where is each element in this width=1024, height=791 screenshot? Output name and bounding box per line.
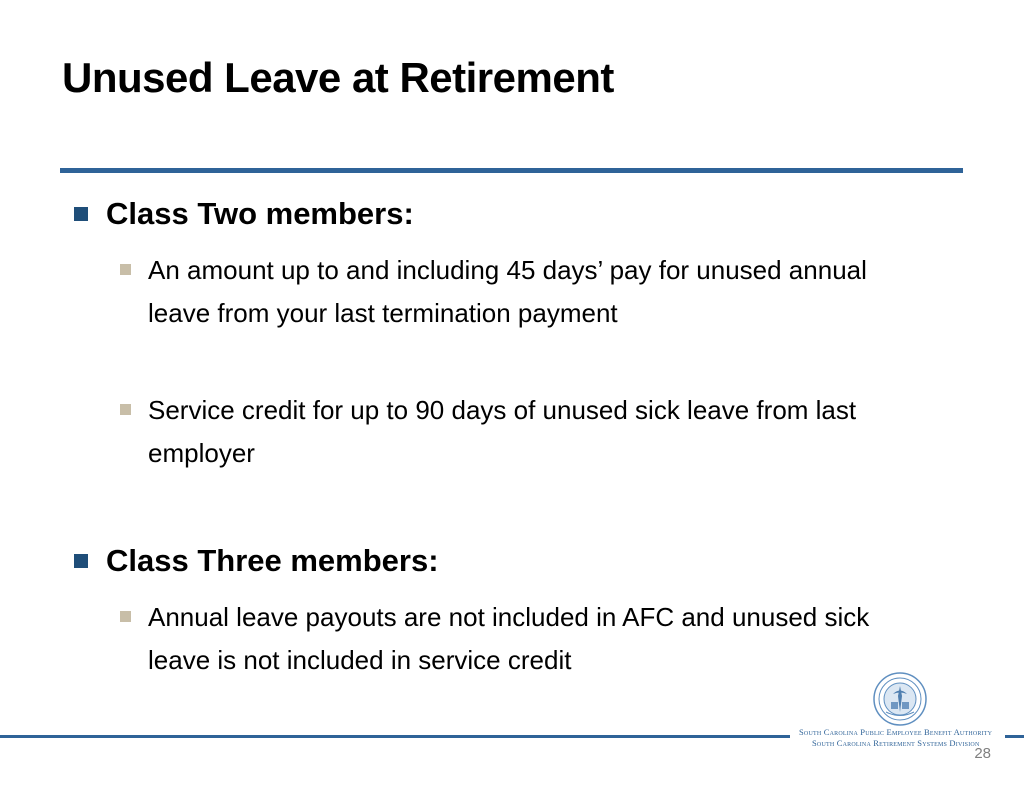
- list-item-text: Service credit for up to 90 days of unused sick leave from last employer: [148, 395, 857, 468]
- square-bullet-icon: [120, 264, 131, 275]
- footer-divider: [0, 735, 790, 738]
- page-number: 28: [974, 745, 991, 762]
- square-bullet-icon: [74, 554, 88, 568]
- footer-org-name: South Carolina Public Employee Benefit Authority: [799, 727, 993, 737]
- list-item: [120, 389, 910, 475]
- list-item: [120, 249, 910, 335]
- state-seal-icon: [873, 672, 927, 726]
- section-heading-text: Class Three members:: [106, 543, 439, 578]
- footer-divider: [1005, 735, 1024, 738]
- square-bullet-icon: [120, 611, 131, 622]
- list-item-text: An amount up to and including 45 days’ pay for unused annual leave from your last termination payment: [148, 255, 867, 328]
- footer-org-division: South Carolina Retirement Systems Division: [812, 738, 980, 748]
- list-item: [120, 596, 910, 682]
- slide-title: Unused Leave at Retirement: [62, 54, 614, 101]
- square-bullet-icon: [74, 207, 88, 221]
- list-item-text: Annual leave payouts are not included in AFC and unused sick leave is not included in service credit: [148, 602, 870, 675]
- square-bullet-icon: [120, 404, 131, 415]
- title-divider: [60, 168, 963, 173]
- section-heading-text: Class Two members:: [106, 196, 414, 231]
